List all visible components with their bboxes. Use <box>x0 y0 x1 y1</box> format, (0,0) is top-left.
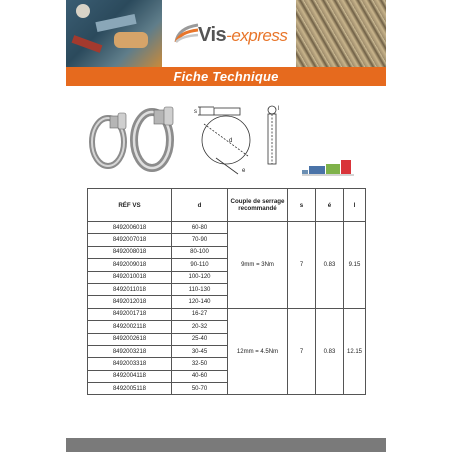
technical-sheet <box>66 0 386 452</box>
cell-ref: 8492011018 <box>88 283 172 295</box>
cell-d: 32-50 <box>172 358 228 370</box>
cell-d: 120-140 <box>172 296 228 308</box>
header-d: d <box>172 189 228 222</box>
table-header-row <box>88 189 366 222</box>
cell-ref: 8492007018 <box>88 234 172 246</box>
cell-s: 7 <box>288 308 316 395</box>
screws-photo <box>296 0 386 67</box>
cell-ref: 8492003218 <box>88 345 172 357</box>
cell-d: 90-110 <box>172 259 228 271</box>
brand-swoosh-icon <box>174 22 200 44</box>
cell-ref: 8492010018 <box>88 271 172 283</box>
cell-d: 70-90 <box>172 234 228 246</box>
cell-l: 9.15 <box>344 222 366 309</box>
cell-ref: 8492009018 <box>88 259 172 271</box>
cell-d: 40-60 <box>172 370 228 382</box>
title-bar <box>66 67 386 86</box>
brand-main: Vis <box>198 24 227 46</box>
header-banner <box>66 0 386 67</box>
cell-e: 0.83 <box>316 222 344 309</box>
cell-d: 100-120 <box>172 271 228 283</box>
table-row <box>88 222 366 234</box>
label-e: e <box>242 168 246 174</box>
cell-couple: 9mm = 3Nm <box>228 222 288 309</box>
cell-ref: 8492004118 <box>88 370 172 382</box>
tools-photo <box>66 0 162 67</box>
footer-bar <box>66 438 386 452</box>
header-l: l <box>344 189 366 222</box>
clamp-photo-small <box>92 113 126 166</box>
label-l: l <box>278 106 280 112</box>
cell-d: 25-40 <box>172 333 228 345</box>
cell-s: 7 <box>288 222 316 309</box>
cell-ref: 8492008018 <box>88 246 172 258</box>
cell-ref: 8492006018 <box>88 222 172 234</box>
cell-d: 20-32 <box>172 321 228 333</box>
page-title: Fiche Technique <box>173 69 279 84</box>
brand-logo <box>198 24 287 47</box>
cell-l: 12.15 <box>344 308 366 395</box>
header-e: é <box>316 189 344 222</box>
cell-d: 50-70 <box>172 383 228 395</box>
table-row <box>88 308 366 320</box>
header-couple: Couple de serrage recommandé <box>228 189 288 222</box>
cell-ref: 8492005118 <box>88 383 172 395</box>
cell-ref: 8492002118 <box>88 321 172 333</box>
clamp-technical-drawing <box>198 107 250 174</box>
cell-d: 80-100 <box>172 246 228 258</box>
brand-sub: -express <box>226 26 288 45</box>
cell-ref: 8492001718 <box>88 308 172 320</box>
cell-d: 60-80 <box>172 222 228 234</box>
spec-table <box>87 188 366 395</box>
label-d: d <box>229 138 233 144</box>
hose-clamp-illustration <box>88 98 358 178</box>
cell-d: 110-130 <box>172 283 228 295</box>
header-s: s <box>288 189 316 222</box>
clamp-side-view <box>268 106 276 164</box>
cell-e: 0.83 <box>316 308 344 395</box>
cell-d: 16-27 <box>172 308 228 320</box>
cell-couple: 12mm = 4.5Nm <box>228 308 288 395</box>
clamp-photo-large <box>134 107 173 168</box>
cell-ref: 8492012018 <box>88 296 172 308</box>
header-ref: RÉF VS <box>88 189 172 222</box>
cell-d: 30-45 <box>172 345 228 357</box>
cell-ref: 8492002618 <box>88 333 172 345</box>
label-s: s <box>194 109 197 115</box>
cell-ref: 8492003318 <box>88 358 172 370</box>
material-grade-chart <box>302 160 354 175</box>
